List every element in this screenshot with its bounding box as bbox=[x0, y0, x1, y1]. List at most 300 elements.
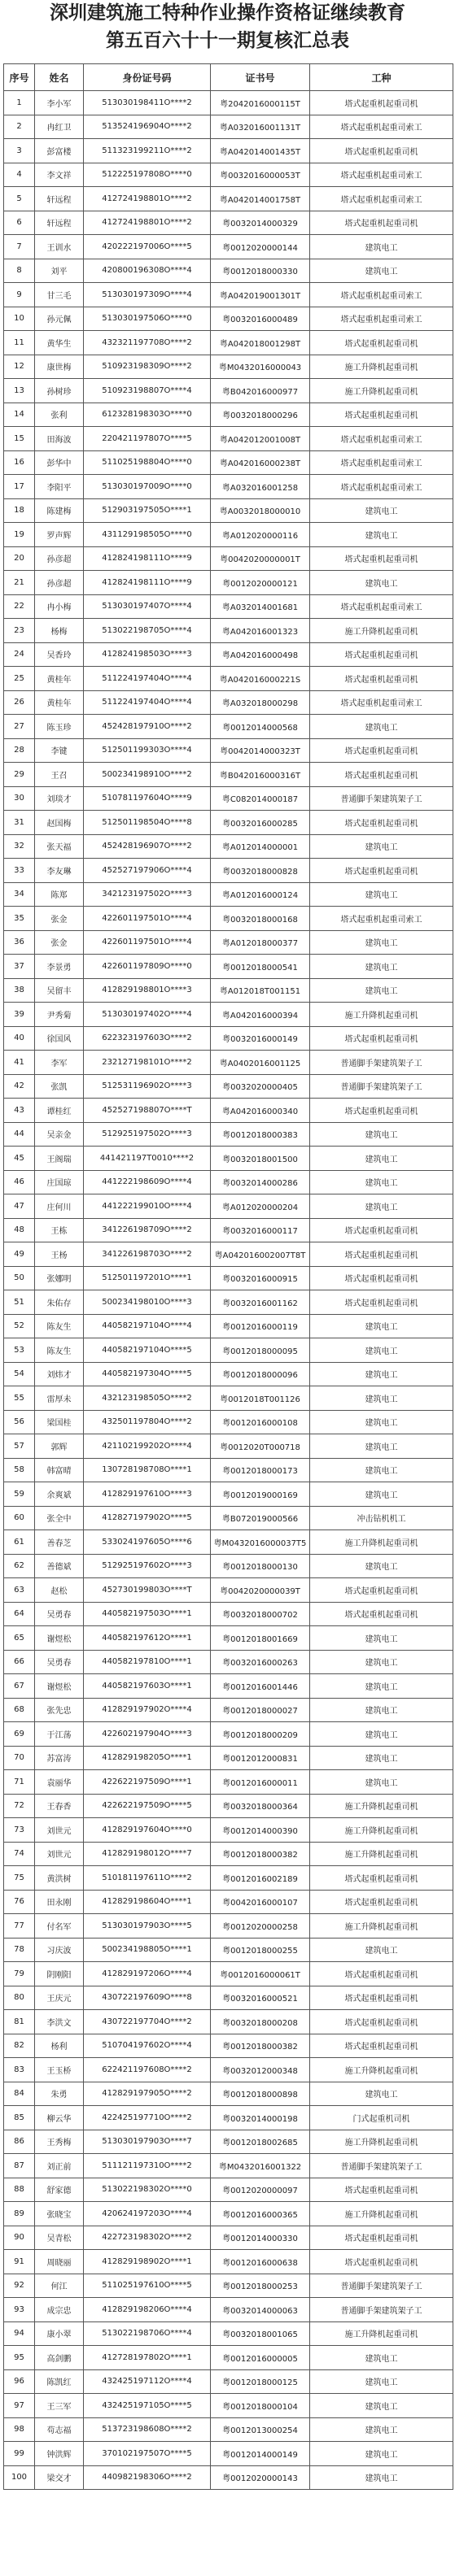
cell-trade: 塔式起重机起重司机 bbox=[310, 1602, 453, 1626]
table-row bbox=[4, 379, 453, 403]
table-row bbox=[4, 882, 453, 907]
cell-id-number: 440582197304O****5 bbox=[84, 1362, 211, 1386]
cell-name: 王玉桥 bbox=[35, 2058, 84, 2082]
cell-id-number: 432321197708O****2 bbox=[84, 331, 211, 355]
cell-index: 25 bbox=[4, 667, 35, 691]
cell-id-number: 500234198805O****1 bbox=[84, 1938, 211, 1962]
cell-name: 康世梅 bbox=[35, 355, 84, 379]
cell-certificate: 粤0012020000097 bbox=[211, 2178, 310, 2202]
cell-name: 袁丽华 bbox=[35, 1770, 84, 1795]
cell-id-number: 430722197609O****8 bbox=[84, 1986, 211, 2010]
cell-name: 彭华中 bbox=[35, 450, 84, 475]
column-header-name: 姓名 bbox=[35, 64, 84, 91]
cell-id-number: 420624197203O****4 bbox=[84, 2202, 211, 2226]
cell-id-number: 420222197006O****5 bbox=[84, 235, 211, 259]
cell-trade: 塔式起重机起重司机 bbox=[310, 1962, 453, 1986]
table-row bbox=[4, 1626, 453, 1651]
cell-index: 85 bbox=[4, 2106, 35, 2130]
table-row bbox=[4, 1026, 453, 1051]
table-row bbox=[4, 115, 453, 139]
table-row bbox=[4, 1242, 453, 1267]
cell-trade: 塔式起重机起重司机 bbox=[310, 763, 453, 787]
cell-certificate: 粤B042016000316T bbox=[211, 763, 310, 787]
cell-name: 张利 bbox=[35, 402, 84, 427]
table-row bbox=[4, 1554, 453, 1578]
cell-index: 19 bbox=[4, 523, 35, 547]
cell-trade: 塔式起重机起重司机 bbox=[310, 642, 453, 667]
cell-id-number: 422601197501O****4 bbox=[84, 930, 211, 955]
cell-trade: 塔式起重机起重司机 bbox=[310, 139, 453, 163]
table-row bbox=[4, 642, 453, 667]
cell-certificate: 粤2042016000115T bbox=[211, 91, 310, 115]
cell-id-number: 511121197310O****2 bbox=[84, 2154, 211, 2178]
cell-trade: 塔式起重机起重司索工 bbox=[310, 307, 453, 331]
cell-trade: 塔式起重机起重司机 bbox=[310, 2178, 453, 2202]
cell-name: 习庆波 bbox=[35, 1938, 84, 1962]
cell-index: 79 bbox=[4, 1962, 35, 1986]
table-row bbox=[4, 402, 453, 427]
cell-trade: 建筑电工 bbox=[310, 571, 453, 595]
cell-id-number: 130728198708O****1 bbox=[84, 1458, 211, 1482]
cell-id-number: 441222199010O****4 bbox=[84, 1194, 211, 1219]
cell-name: 付名军 bbox=[35, 1914, 84, 1939]
cell-trade: 建筑电工 bbox=[310, 2465, 453, 2490]
table-row bbox=[4, 690, 453, 715]
table-row bbox=[4, 259, 453, 283]
cell-name: 张金 bbox=[35, 930, 84, 955]
cell-index: 7 bbox=[4, 235, 35, 259]
cell-id-number: 412829197610O****3 bbox=[84, 1482, 211, 1507]
cell-certificate: 粤0012014000149 bbox=[211, 2442, 310, 2466]
cell-certificate: 粤0012018000095 bbox=[211, 1338, 310, 1363]
table-row bbox=[4, 715, 453, 739]
cell-trade: 建筑电工 bbox=[310, 1434, 453, 1459]
cell-name: 陈友生 bbox=[35, 1314, 84, 1338]
cell-index: 30 bbox=[4, 786, 35, 811]
cell-index: 41 bbox=[4, 1051, 35, 1075]
cell-name: 轩远程 bbox=[35, 187, 84, 211]
cell-trade: 建筑电工 bbox=[310, 1650, 453, 1674]
cell-certificate: 粤0032016000521 bbox=[211, 1986, 310, 2010]
cell-name: 尹秀菊 bbox=[35, 1003, 84, 1027]
column-header-index: 序号 bbox=[4, 64, 35, 91]
cell-certificate: 粤0012016000638 bbox=[211, 2250, 310, 2274]
cell-trade: 施工升降机起重司机 bbox=[310, 1530, 453, 1555]
cell-id-number: 412829198604O****1 bbox=[84, 1890, 211, 1914]
cell-index: 16 bbox=[4, 450, 35, 475]
cell-name: 田海波 bbox=[35, 427, 84, 451]
cell-name: 张金 bbox=[35, 907, 84, 931]
cell-index: 27 bbox=[4, 715, 35, 739]
cell-name: 庄国琼 bbox=[35, 1170, 84, 1194]
cell-trade: 施工升降机起重司机 bbox=[310, 2321, 453, 2346]
cell-trade: 建筑电工 bbox=[310, 1386, 453, 1411]
cell-trade: 塔式起重机起重司机 bbox=[310, 1866, 453, 1891]
cell-id-number: 513524196904O****2 bbox=[84, 115, 211, 139]
cell-index: 44 bbox=[4, 1122, 35, 1147]
cell-id-number: 500234198010O****3 bbox=[84, 1290, 211, 1315]
cell-name: 刘正前 bbox=[35, 2154, 84, 2178]
cell-name: 李景勇 bbox=[35, 955, 84, 979]
cell-trade: 塔式起重机起重司机 bbox=[310, 667, 453, 691]
cell-index: 95 bbox=[4, 2346, 35, 2370]
cell-id-number: 412728197802O****1 bbox=[84, 2346, 211, 2370]
cell-trade: 建筑电工 bbox=[310, 1770, 453, 1795]
cell-certificate: 粤0012018000125 bbox=[211, 2369, 310, 2394]
cell-name: 善德斌 bbox=[35, 1554, 84, 1578]
cell-certificate: 粤0032016000149 bbox=[211, 1026, 310, 1051]
cell-certificate: 粤0012016000365 bbox=[211, 2202, 310, 2226]
cell-trade: 施工升降机起重司机 bbox=[310, 379, 453, 403]
cell-trade: 塔式起重机起重司机 bbox=[310, 211, 453, 235]
cell-certificate: 粤0032016000489 bbox=[211, 307, 310, 331]
cell-id-number: 432425197112O****4 bbox=[84, 2369, 211, 2394]
cell-index: 71 bbox=[4, 1770, 35, 1795]
cell-certificate: 粤A012016000124 bbox=[211, 882, 310, 907]
cell-index: 23 bbox=[4, 619, 35, 643]
cell-trade: 建筑电工 bbox=[310, 235, 453, 259]
cell-name: 张天福 bbox=[35, 834, 84, 859]
cell-name: 孙元佩 bbox=[35, 307, 84, 331]
cell-name: 罗声辉 bbox=[35, 523, 84, 547]
table-row bbox=[4, 546, 453, 571]
table-row bbox=[4, 811, 453, 835]
table-row bbox=[4, 1122, 453, 1147]
cell-index: 4 bbox=[4, 163, 35, 187]
cell-certificate: 粤0012018000096 bbox=[211, 1362, 310, 1386]
cell-index: 24 bbox=[4, 642, 35, 667]
cell-id-number: 412829197902O****4 bbox=[84, 1698, 211, 1722]
cell-index: 68 bbox=[4, 1698, 35, 1722]
cell-certificate: 粤0012016000108 bbox=[211, 1410, 310, 1434]
cell-name: 陈郑 bbox=[35, 882, 84, 907]
cell-name: 李小军 bbox=[35, 91, 84, 115]
cell-index: 93 bbox=[4, 2298, 35, 2322]
cell-index: 9 bbox=[4, 283, 35, 307]
cell-trade: 建筑电工 bbox=[310, 1482, 453, 1507]
cell-id-number: 422622197509O****1 bbox=[84, 1770, 211, 1795]
cell-id-number: 412829198205O****1 bbox=[84, 1746, 211, 1770]
cell-trade: 塔式起重机起重司索工 bbox=[310, 427, 453, 451]
cell-index: 10 bbox=[4, 307, 35, 331]
table-row bbox=[4, 1147, 453, 1171]
cell-index: 73 bbox=[4, 1818, 35, 1843]
table-row bbox=[4, 834, 453, 859]
cell-trade: 建筑电工 bbox=[310, 1938, 453, 1962]
cell-name: 黄桂年 bbox=[35, 690, 84, 715]
cell-name: 周晓丽 bbox=[35, 2250, 84, 2274]
cell-id-number: 412829198012O****7 bbox=[84, 1842, 211, 1866]
cell-name: 张全中 bbox=[35, 1506, 84, 1530]
cell-name: 吴勇春 bbox=[35, 1650, 84, 1674]
cell-certificate: 粤0012018000382 bbox=[211, 2034, 310, 2058]
cell-id-number: 512531196902O****3 bbox=[84, 1074, 211, 1099]
cell-certificate: 粤0032018000828 bbox=[211, 859, 310, 883]
cell-index: 28 bbox=[4, 738, 35, 763]
cell-certificate: 粤A042012001008T bbox=[211, 427, 310, 451]
table-row bbox=[4, 331, 453, 355]
cell-index: 88 bbox=[4, 2178, 35, 2202]
cell-name: 高剑鹏 bbox=[35, 2346, 84, 2370]
document-title-line1: 深圳建筑施工特种作业操作资格证继续教育 bbox=[50, 2, 405, 24]
cell-trade: 建筑电工 bbox=[310, 2346, 453, 2370]
table-row bbox=[4, 1986, 453, 2010]
table-row bbox=[4, 1674, 453, 1699]
cell-index: 63 bbox=[4, 1578, 35, 1603]
cell-id-number: 341226198709O****2 bbox=[84, 1218, 211, 1242]
cell-index: 97 bbox=[4, 2394, 35, 2418]
table-row bbox=[4, 187, 453, 211]
cell-certificate: 粤0032016001162 bbox=[211, 1290, 310, 1315]
cell-name: 何江 bbox=[35, 2274, 84, 2298]
summary-table bbox=[3, 63, 453, 2490]
table-row bbox=[4, 1602, 453, 1626]
cell-id-number: 440582197503O****1 bbox=[84, 1602, 211, 1626]
table-row bbox=[4, 738, 453, 763]
cell-trade: 普通脚手架建筑架子工 bbox=[310, 2154, 453, 2178]
table-row bbox=[4, 571, 453, 595]
cell-trade: 建筑电工 bbox=[310, 715, 453, 739]
cell-index: 74 bbox=[4, 1842, 35, 1866]
cell-id-number: 440582197104O****5 bbox=[84, 1338, 211, 1363]
cell-certificate: 粤A032014001681 bbox=[211, 594, 310, 619]
table-row bbox=[4, 2202, 453, 2226]
cell-id-number: 511025197610O****5 bbox=[84, 2274, 211, 2298]
cell-name: 吴亲金 bbox=[35, 1122, 84, 1147]
cell-id-number: 512925197602O****3 bbox=[84, 1554, 211, 1578]
cell-name: 李文祥 bbox=[35, 163, 84, 187]
cell-certificate: 粤0012020000258 bbox=[211, 1914, 310, 1939]
cell-certificate: 粤0012020000121 bbox=[211, 571, 310, 595]
cell-name: 孙树珍 bbox=[35, 379, 84, 403]
cell-certificate: 粤0012018000173 bbox=[211, 1458, 310, 1482]
cell-name: 冉红卫 bbox=[35, 115, 84, 139]
cell-trade: 塔式起重机起重司索工 bbox=[310, 475, 453, 499]
cell-name: 刘琰才 bbox=[35, 786, 84, 811]
cell-id-number: 341226198703O****2 bbox=[84, 1242, 211, 1267]
cell-name: 黄华生 bbox=[35, 331, 84, 355]
cell-name: 陈友生 bbox=[35, 1338, 84, 1363]
cell-certificate: 粤B072019000566 bbox=[211, 1506, 310, 1530]
cell-index: 45 bbox=[4, 1147, 35, 1171]
cell-id-number: 440582197104O****4 bbox=[84, 1314, 211, 1338]
cell-name: 孙彦超 bbox=[35, 546, 84, 571]
cell-certificate: 粤0032018000296 bbox=[211, 402, 310, 427]
cell-index: 22 bbox=[4, 594, 35, 619]
table-row bbox=[4, 355, 453, 379]
cell-name: 杨梅 bbox=[35, 619, 84, 643]
table-row bbox=[4, 2058, 453, 2082]
cell-trade: 建筑电工 bbox=[310, 1722, 453, 1747]
cell-name: 徐国风 bbox=[35, 1026, 84, 1051]
cell-trade: 建筑电工 bbox=[310, 1698, 453, 1722]
cell-name: 梁国桂 bbox=[35, 1410, 84, 1434]
table-row bbox=[4, 1458, 453, 1482]
table-row bbox=[4, 1434, 453, 1459]
cell-id-number: 431129198505O****0 bbox=[84, 523, 211, 547]
cell-name: 杨利 bbox=[35, 2034, 84, 2058]
table-row bbox=[4, 450, 453, 475]
cell-id-number: 513030197506O****0 bbox=[84, 307, 211, 331]
cell-id-number: 440582197603O****1 bbox=[84, 1674, 211, 1699]
cell-id-number: 432123198505O****2 bbox=[84, 1386, 211, 1411]
cell-certificate: 粤0032020000405 bbox=[211, 1074, 310, 1099]
cell-certificate: 粤0012014000390 bbox=[211, 1818, 310, 1843]
cell-name: 朱佑存 bbox=[35, 1290, 84, 1315]
cell-certificate: 粤A032018000298 bbox=[211, 690, 310, 715]
cell-certificate: 粤0032018001500 bbox=[211, 1147, 310, 1171]
cell-certificate: 粤0012016001446 bbox=[211, 1674, 310, 1699]
cell-certificate: 粤A042016000498 bbox=[211, 642, 310, 667]
cell-certificate: 粤0012018000130 bbox=[211, 1554, 310, 1578]
cell-name: 苟志福 bbox=[35, 2417, 84, 2442]
cell-id-number: 511224197404O****4 bbox=[84, 690, 211, 715]
table-row bbox=[4, 498, 453, 523]
cell-trade: 塔式起重机起重司机 bbox=[310, 331, 453, 355]
cell-trade: 塔式起重机起重司索工 bbox=[310, 690, 453, 715]
cell-certificate: 粤0012018002685 bbox=[211, 2130, 310, 2154]
cell-id-number: 510923198309O****2 bbox=[84, 355, 211, 379]
cell-id-number: 513030197009O****0 bbox=[84, 475, 211, 499]
cell-certificate: 粤A012020000116 bbox=[211, 523, 310, 547]
cell-id-number: 422723198302O****2 bbox=[84, 2226, 211, 2250]
table-row bbox=[4, 786, 453, 811]
cell-name: 李军 bbox=[35, 1051, 84, 1075]
cell-index: 6 bbox=[4, 211, 35, 235]
cell-id-number: 441222198609O****4 bbox=[84, 1170, 211, 1194]
cell-name: 王三军 bbox=[35, 2394, 84, 2418]
table-row bbox=[4, 1051, 453, 1075]
cell-name: 陈玉珍 bbox=[35, 715, 84, 739]
cell-id-number: 511025198804O****0 bbox=[84, 450, 211, 475]
cell-certificate: 粤0032016000263 bbox=[211, 1650, 310, 1674]
table-row bbox=[4, 1578, 453, 1603]
cell-trade: 塔式起重机起重司机 bbox=[310, 1578, 453, 1603]
table-row bbox=[4, 1218, 453, 1242]
cell-name: 成宗忠 bbox=[35, 2298, 84, 2322]
cell-index: 21 bbox=[4, 571, 35, 595]
column-header-trade: 工种 bbox=[310, 64, 453, 91]
cell-id-number: 513030197402O****4 bbox=[84, 1003, 211, 1027]
cell-id-number: 412824198503O****3 bbox=[84, 642, 211, 667]
cell-trade: 建筑电工 bbox=[310, 2394, 453, 2418]
cell-id-number: 422602197904O****3 bbox=[84, 1722, 211, 1747]
cell-index: 61 bbox=[4, 1530, 35, 1555]
cell-index: 59 bbox=[4, 1482, 35, 1507]
cell-index: 36 bbox=[4, 930, 35, 955]
cell-index: 58 bbox=[4, 1458, 35, 1482]
cell-index: 92 bbox=[4, 2274, 35, 2298]
cell-certificate: 粤0012020000143 bbox=[211, 2465, 310, 2490]
cell-id-number: 412829198801O****3 bbox=[84, 978, 211, 1003]
table-row bbox=[4, 1482, 453, 1507]
table-row bbox=[4, 930, 453, 955]
cell-certificate: 粤A042018001298T bbox=[211, 331, 310, 355]
cell-certificate: 粤0032016000285 bbox=[211, 811, 310, 835]
cell-name: 康小翠 bbox=[35, 2321, 84, 2346]
cell-id-number: 440582197810O****1 bbox=[84, 1650, 211, 1674]
cell-index: 40 bbox=[4, 1026, 35, 1051]
cell-name: 王训水 bbox=[35, 235, 84, 259]
cell-trade: 塔式起重机起重司机 bbox=[310, 1242, 453, 1267]
cell-certificate: 粤0042020000039T bbox=[211, 1578, 310, 1603]
cell-trade: 塔式起重机起重司机 bbox=[310, 2226, 453, 2250]
cell-trade: 塔式起重机起重司机 bbox=[310, 1890, 453, 1914]
table-row bbox=[4, 1770, 453, 1795]
cell-trade: 建筑电工 bbox=[310, 498, 453, 523]
cell-id-number: 342123197502O****3 bbox=[84, 882, 211, 907]
cell-trade: 建筑电工 bbox=[310, 1314, 453, 1338]
cell-index: 89 bbox=[4, 2202, 35, 2226]
cell-trade: 塔式起重机起重司索工 bbox=[310, 907, 453, 931]
cell-trade: 塔式起重机起重司索工 bbox=[310, 450, 453, 475]
cell-trade: 塔式起重机起重司机 bbox=[310, 2010, 453, 2034]
cell-trade: 施工升降机起重司机 bbox=[310, 1914, 453, 1939]
cell-trade: 塔式起重机起重司索工 bbox=[310, 187, 453, 211]
cell-trade: 施工升降机起重司机 bbox=[310, 1818, 453, 1843]
cell-index: 39 bbox=[4, 1003, 35, 1027]
cell-certificate: 粤A0032018000010 bbox=[211, 498, 310, 523]
cell-id-number: 500234198910O****2 bbox=[84, 763, 211, 787]
cell-trade: 建筑电工 bbox=[310, 1147, 453, 1171]
cell-certificate: 粤0012018000383 bbox=[211, 1122, 310, 1147]
cell-index: 65 bbox=[4, 1626, 35, 1651]
table-row bbox=[4, 1866, 453, 1891]
cell-id-number: 512501198504O****8 bbox=[84, 811, 211, 835]
cell-id-number: 412829197905O****2 bbox=[84, 2082, 211, 2106]
table-row bbox=[4, 2130, 453, 2154]
cell-name: 刘世元 bbox=[35, 1818, 84, 1843]
cell-trade: 施工升降机起重司机 bbox=[310, 1842, 453, 1866]
cell-id-number: 422622197509O****5 bbox=[84, 1794, 211, 1818]
cell-trade: 施工升降机起重司机 bbox=[310, 1003, 453, 1027]
cell-id-number: 441421197T0010****2 bbox=[84, 1147, 211, 1171]
cell-index: 50 bbox=[4, 1266, 35, 1290]
table-row bbox=[4, 1003, 453, 1027]
cell-trade: 建筑电工 bbox=[310, 1674, 453, 1699]
document-title-line2: 第五百六十十一期复核汇总表 bbox=[106, 29, 349, 51]
cell-index: 84 bbox=[4, 2082, 35, 2106]
table-row bbox=[4, 307, 453, 331]
table-row bbox=[4, 2226, 453, 2250]
cell-certificate: 粤0032018000168 bbox=[211, 907, 310, 931]
cell-index: 64 bbox=[4, 1602, 35, 1626]
table-row bbox=[4, 1099, 453, 1123]
cell-id-number: 430722197704O****2 bbox=[84, 2010, 211, 2034]
cell-trade: 塔式起重机起重司机 bbox=[310, 738, 453, 763]
cell-index: 57 bbox=[4, 1434, 35, 1459]
cell-trade: 施工升降机起重司机 bbox=[310, 2202, 453, 2226]
table-row bbox=[4, 763, 453, 787]
cell-trade: 塔式起重机起重司机 bbox=[310, 1986, 453, 2010]
cell-trade: 施工升降机起重司机 bbox=[310, 2130, 453, 2154]
cell-index: 3 bbox=[4, 139, 35, 163]
cell-certificate: 粤A042016002007T8T bbox=[211, 1242, 310, 1267]
table-row bbox=[4, 1314, 453, 1338]
table-row bbox=[4, 2346, 453, 2370]
table-row bbox=[4, 2106, 453, 2130]
cell-certificate: 粤0032018000702 bbox=[211, 1602, 310, 1626]
table-row bbox=[4, 523, 453, 547]
cell-certificate: 粤0012018000382 bbox=[211, 1842, 310, 1866]
table-row bbox=[4, 2178, 453, 2202]
cell-trade: 塔式起重机起重司机 bbox=[310, 1026, 453, 1051]
column-header-id-number: 身份证号码 bbox=[84, 64, 211, 91]
cell-trade: 塔式起重机起重司机 bbox=[310, 1290, 453, 1315]
cell-trade: 建筑电工 bbox=[310, 1458, 453, 1482]
cell-index: 20 bbox=[4, 546, 35, 571]
cell-certificate: 粤0012018000209 bbox=[211, 1722, 310, 1747]
